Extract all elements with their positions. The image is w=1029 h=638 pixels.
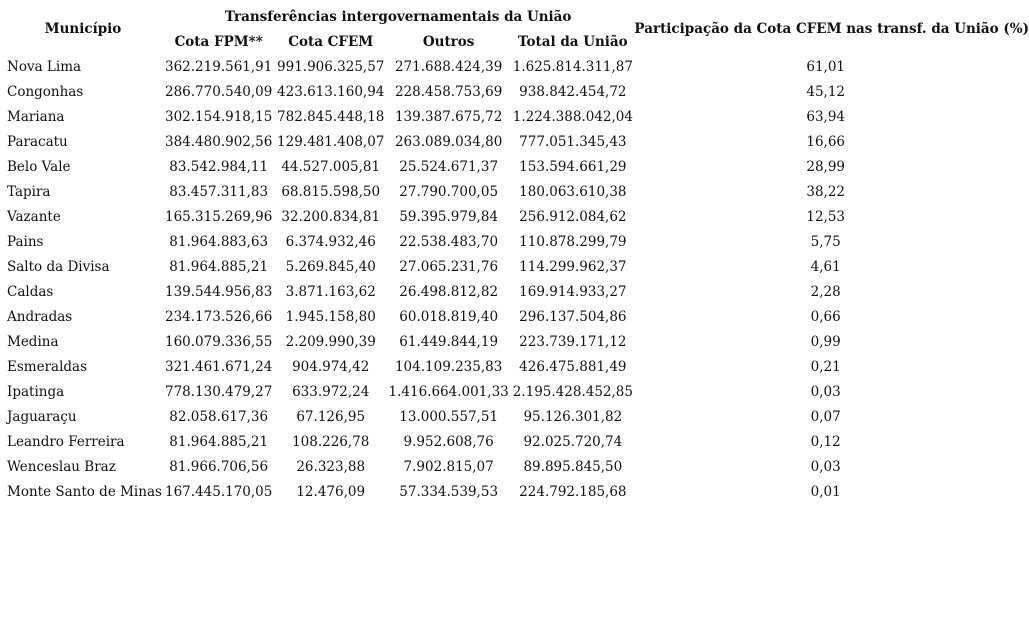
cell-outros: 13.000.557,51 <box>399 408 499 425</box>
header-municipio: Município <box>44 21 122 37</box>
cell-outros: 9.952.608,76 <box>403 433 494 450</box>
cell-cota-fpm: 81.964.885,21 <box>169 258 269 275</box>
cell-total-uniao: 1.625.814.311,87 <box>512 58 633 75</box>
table-row <box>4 254 1029 279</box>
cell-participacao: 2,28 <box>810 283 841 300</box>
cell-total-uniao: 223.739.171,12 <box>519 333 627 350</box>
table-row <box>4 129 1029 154</box>
cell-participacao: 16,66 <box>806 133 846 150</box>
table-row <box>4 454 1029 479</box>
table-row <box>4 54 1029 79</box>
cell-outros: 57.334.539,53 <box>399 483 499 500</box>
cell-total-uniao: 92.025.720,74 <box>523 433 623 450</box>
cell-total-uniao: 2.195.428.452,85 <box>512 383 633 400</box>
header-total-uniao: Total da União <box>518 34 628 50</box>
cell-cota-fpm: 81.966.706,56 <box>169 458 269 475</box>
cell-participacao: 63,94 <box>806 108 846 125</box>
cell-outros: 26.498.812,82 <box>399 283 499 300</box>
table-row <box>4 304 1029 329</box>
cell-participacao: 45,12 <box>806 83 846 100</box>
cell-municipio: Salto da Divisa <box>7 258 110 275</box>
cell-participacao: 12,53 <box>806 208 846 225</box>
cell-cota-fpm: 82.058.617,36 <box>169 408 269 425</box>
cell-municipio: Jaguaraçu <box>7 408 77 425</box>
cell-municipio: Andradas <box>7 308 73 325</box>
cell-participacao: 5,75 <box>810 233 841 250</box>
cell-cota-cfem: 67.126,95 <box>296 408 366 425</box>
table-row <box>4 154 1029 179</box>
cell-cota-cfem: 5.269.845,40 <box>285 258 376 275</box>
table-row <box>4 104 1029 129</box>
cell-outros: 22.538.483,70 <box>399 233 499 250</box>
cell-cota-cfem: 1.945.158,80 <box>285 308 376 325</box>
cell-total-uniao: 110.878.299,79 <box>519 233 627 250</box>
cell-cota-cfem: 26.323,88 <box>296 458 366 475</box>
cell-cota-fpm: 384.480.902,56 <box>165 133 273 150</box>
cell-participacao: 0,03 <box>810 383 841 400</box>
cell-participacao: 0,21 <box>810 358 841 375</box>
cell-cota-cfem: 2.209.990,39 <box>285 333 376 350</box>
cell-outros: 263.089.034,80 <box>394 133 503 150</box>
cell-cota-fpm: 139.544.956,83 <box>165 283 273 300</box>
cell-municipio: Belo Vale <box>7 158 71 175</box>
header-participacao: Participação da Cota CFEM nas transf. da União (%) <box>634 21 1029 37</box>
header-cota-fpm: Cota FPM** <box>174 34 263 50</box>
table-header <box>4 4 1029 54</box>
cell-total-uniao: 153.594.661,29 <box>519 158 627 175</box>
cell-cota-fpm: 321.461.671,24 <box>165 358 273 375</box>
table-row <box>4 404 1029 429</box>
cell-total-uniao: 169.914.933,27 <box>519 283 627 300</box>
cell-participacao: 28,99 <box>806 158 846 175</box>
cell-cota-cfem: 991.906.325,57 <box>277 58 385 75</box>
cell-cota-fpm: 778.130.479,27 <box>165 383 273 400</box>
cell-municipio: Esmeraldas <box>7 358 88 375</box>
cell-cota-cfem: 32.200.834,81 <box>281 208 381 225</box>
cell-cota-fpm: 83.457.311,83 <box>169 183 269 200</box>
table-row <box>4 204 1029 229</box>
cell-total-uniao: 180.063.610,38 <box>519 183 627 200</box>
cell-total-uniao: 296.137.504,86 <box>519 308 627 325</box>
cell-municipio: Vazante <box>7 208 61 225</box>
header-outros: Outros <box>422 34 475 50</box>
cell-cota-fpm: 160.079.336,55 <box>165 333 273 350</box>
cell-cota-cfem: 904.974,42 <box>292 358 370 375</box>
cell-participacao: 0,01 <box>810 483 841 500</box>
cell-cota-fpm: 81.964.885,21 <box>169 433 269 450</box>
cell-cota-cfem: 12.476,09 <box>296 483 366 500</box>
cell-cota-cfem: 6.374.932,46 <box>285 233 376 250</box>
cell-municipio: Medina <box>7 333 59 350</box>
table-row <box>4 229 1029 254</box>
cell-cota-fpm: 165.315.269,96 <box>165 208 273 225</box>
cell-municipio: Congonhas <box>7 83 84 100</box>
cell-cota-fpm: 234.173.526,66 <box>165 308 273 325</box>
cell-cota-cfem: 129.481.408,07 <box>277 133 385 150</box>
cell-cota-fpm: 362.219.561,91 <box>165 58 273 75</box>
cell-outros: 61.449.844,19 <box>399 333 499 350</box>
cell-total-uniao: 777.051.345,43 <box>519 133 627 150</box>
table-row <box>4 79 1029 104</box>
cell-participacao: 38,22 <box>806 183 846 200</box>
cell-cota-fpm: 286.770.540,09 <box>165 83 273 100</box>
cell-cota-cfem: 782.845.448,18 <box>277 108 385 125</box>
cell-participacao: 0,03 <box>810 458 841 475</box>
cell-municipio: Wenceslau Braz <box>7 458 116 475</box>
cell-total-uniao: 224.792.185,68 <box>519 483 627 500</box>
cell-cota-cfem: 68.815.598,50 <box>281 183 381 200</box>
cell-cota-fpm: 83.542.984,11 <box>169 158 269 175</box>
table-row <box>4 179 1029 204</box>
cell-outros: 27.065.231,76 <box>399 258 499 275</box>
table-row <box>4 329 1029 354</box>
cell-municipio: Nova Lima <box>7 58 82 75</box>
cell-cota-cfem: 44.527.005,81 <box>281 158 381 175</box>
cell-outros: 7.902.815,07 <box>403 458 494 475</box>
cell-cota-fpm: 81.964.883,63 <box>169 233 269 250</box>
cell-municipio: Mariana <box>7 108 65 125</box>
cell-total-uniao: 426.475.881,49 <box>519 358 627 375</box>
table-row <box>4 354 1029 379</box>
cell-participacao: 0,99 <box>810 333 841 350</box>
cell-total-uniao: 1.224.388.042,04 <box>512 108 633 125</box>
cell-total-uniao: 256.912.084,62 <box>519 208 627 225</box>
table-row <box>4 429 1029 454</box>
cell-total-uniao: 95.126.301,82 <box>523 408 623 425</box>
cell-participacao: 0,07 <box>810 408 841 425</box>
cell-cota-cfem: 423.613.160,94 <box>277 83 385 100</box>
cell-participacao: 4,61 <box>810 258 841 275</box>
cell-participacao: 0,12 <box>810 433 841 450</box>
cell-cota-fpm: 302.154.918,15 <box>165 108 273 125</box>
cell-municipio: Ipatinga <box>7 383 65 400</box>
cfem-transfers-table <box>4 4 1029 504</box>
cell-cota-cfem: 108.226,78 <box>292 433 370 450</box>
cell-outros: 271.688.424,39 <box>394 58 503 75</box>
cell-cota-cfem: 3.871.163,62 <box>285 283 376 300</box>
cell-cota-fpm: 167.445.170,05 <box>165 483 273 500</box>
cell-outros: 1.416.664.001,33 <box>388 383 509 400</box>
cell-cota-cfem: 633.972,24 <box>292 383 370 400</box>
cell-municipio: Pains <box>7 233 44 250</box>
cell-municipio: Paracatu <box>7 133 68 150</box>
cell-participacao: 61,01 <box>806 58 846 75</box>
cell-outros: 59.395.979,84 <box>399 208 499 225</box>
table-row <box>4 379 1029 404</box>
header-cota-cfem: Cota CFEM <box>288 34 374 50</box>
table-row <box>4 279 1029 304</box>
cell-outros: 27.790.700,05 <box>399 183 499 200</box>
cell-municipio: Tapira <box>7 183 51 200</box>
cell-outros: 139.387.675,72 <box>394 108 503 125</box>
header-group-transferencias: Transferências intergovernamentais da União <box>224 9 572 25</box>
cell-outros: 228.458.753,69 <box>394 83 503 100</box>
cell-outros: 25.524.671,37 <box>399 158 499 175</box>
cell-total-uniao: 114.299.962,37 <box>519 258 627 275</box>
cell-outros: 104.109.235,83 <box>394 358 503 375</box>
cell-outros: 60.018.819,40 <box>399 308 499 325</box>
cell-participacao: 0,66 <box>810 308 841 325</box>
cell-total-uniao: 89.895.845,50 <box>523 458 623 475</box>
cell-municipio: Caldas <box>7 283 54 300</box>
table-row <box>4 479 1029 504</box>
cell-municipio: Monte Santo de Minas <box>7 483 162 500</box>
cell-municipio: Leandro Ferreira <box>7 433 125 450</box>
cell-total-uniao: 938.842.454,72 <box>519 83 627 100</box>
table-body <box>4 54 1029 504</box>
